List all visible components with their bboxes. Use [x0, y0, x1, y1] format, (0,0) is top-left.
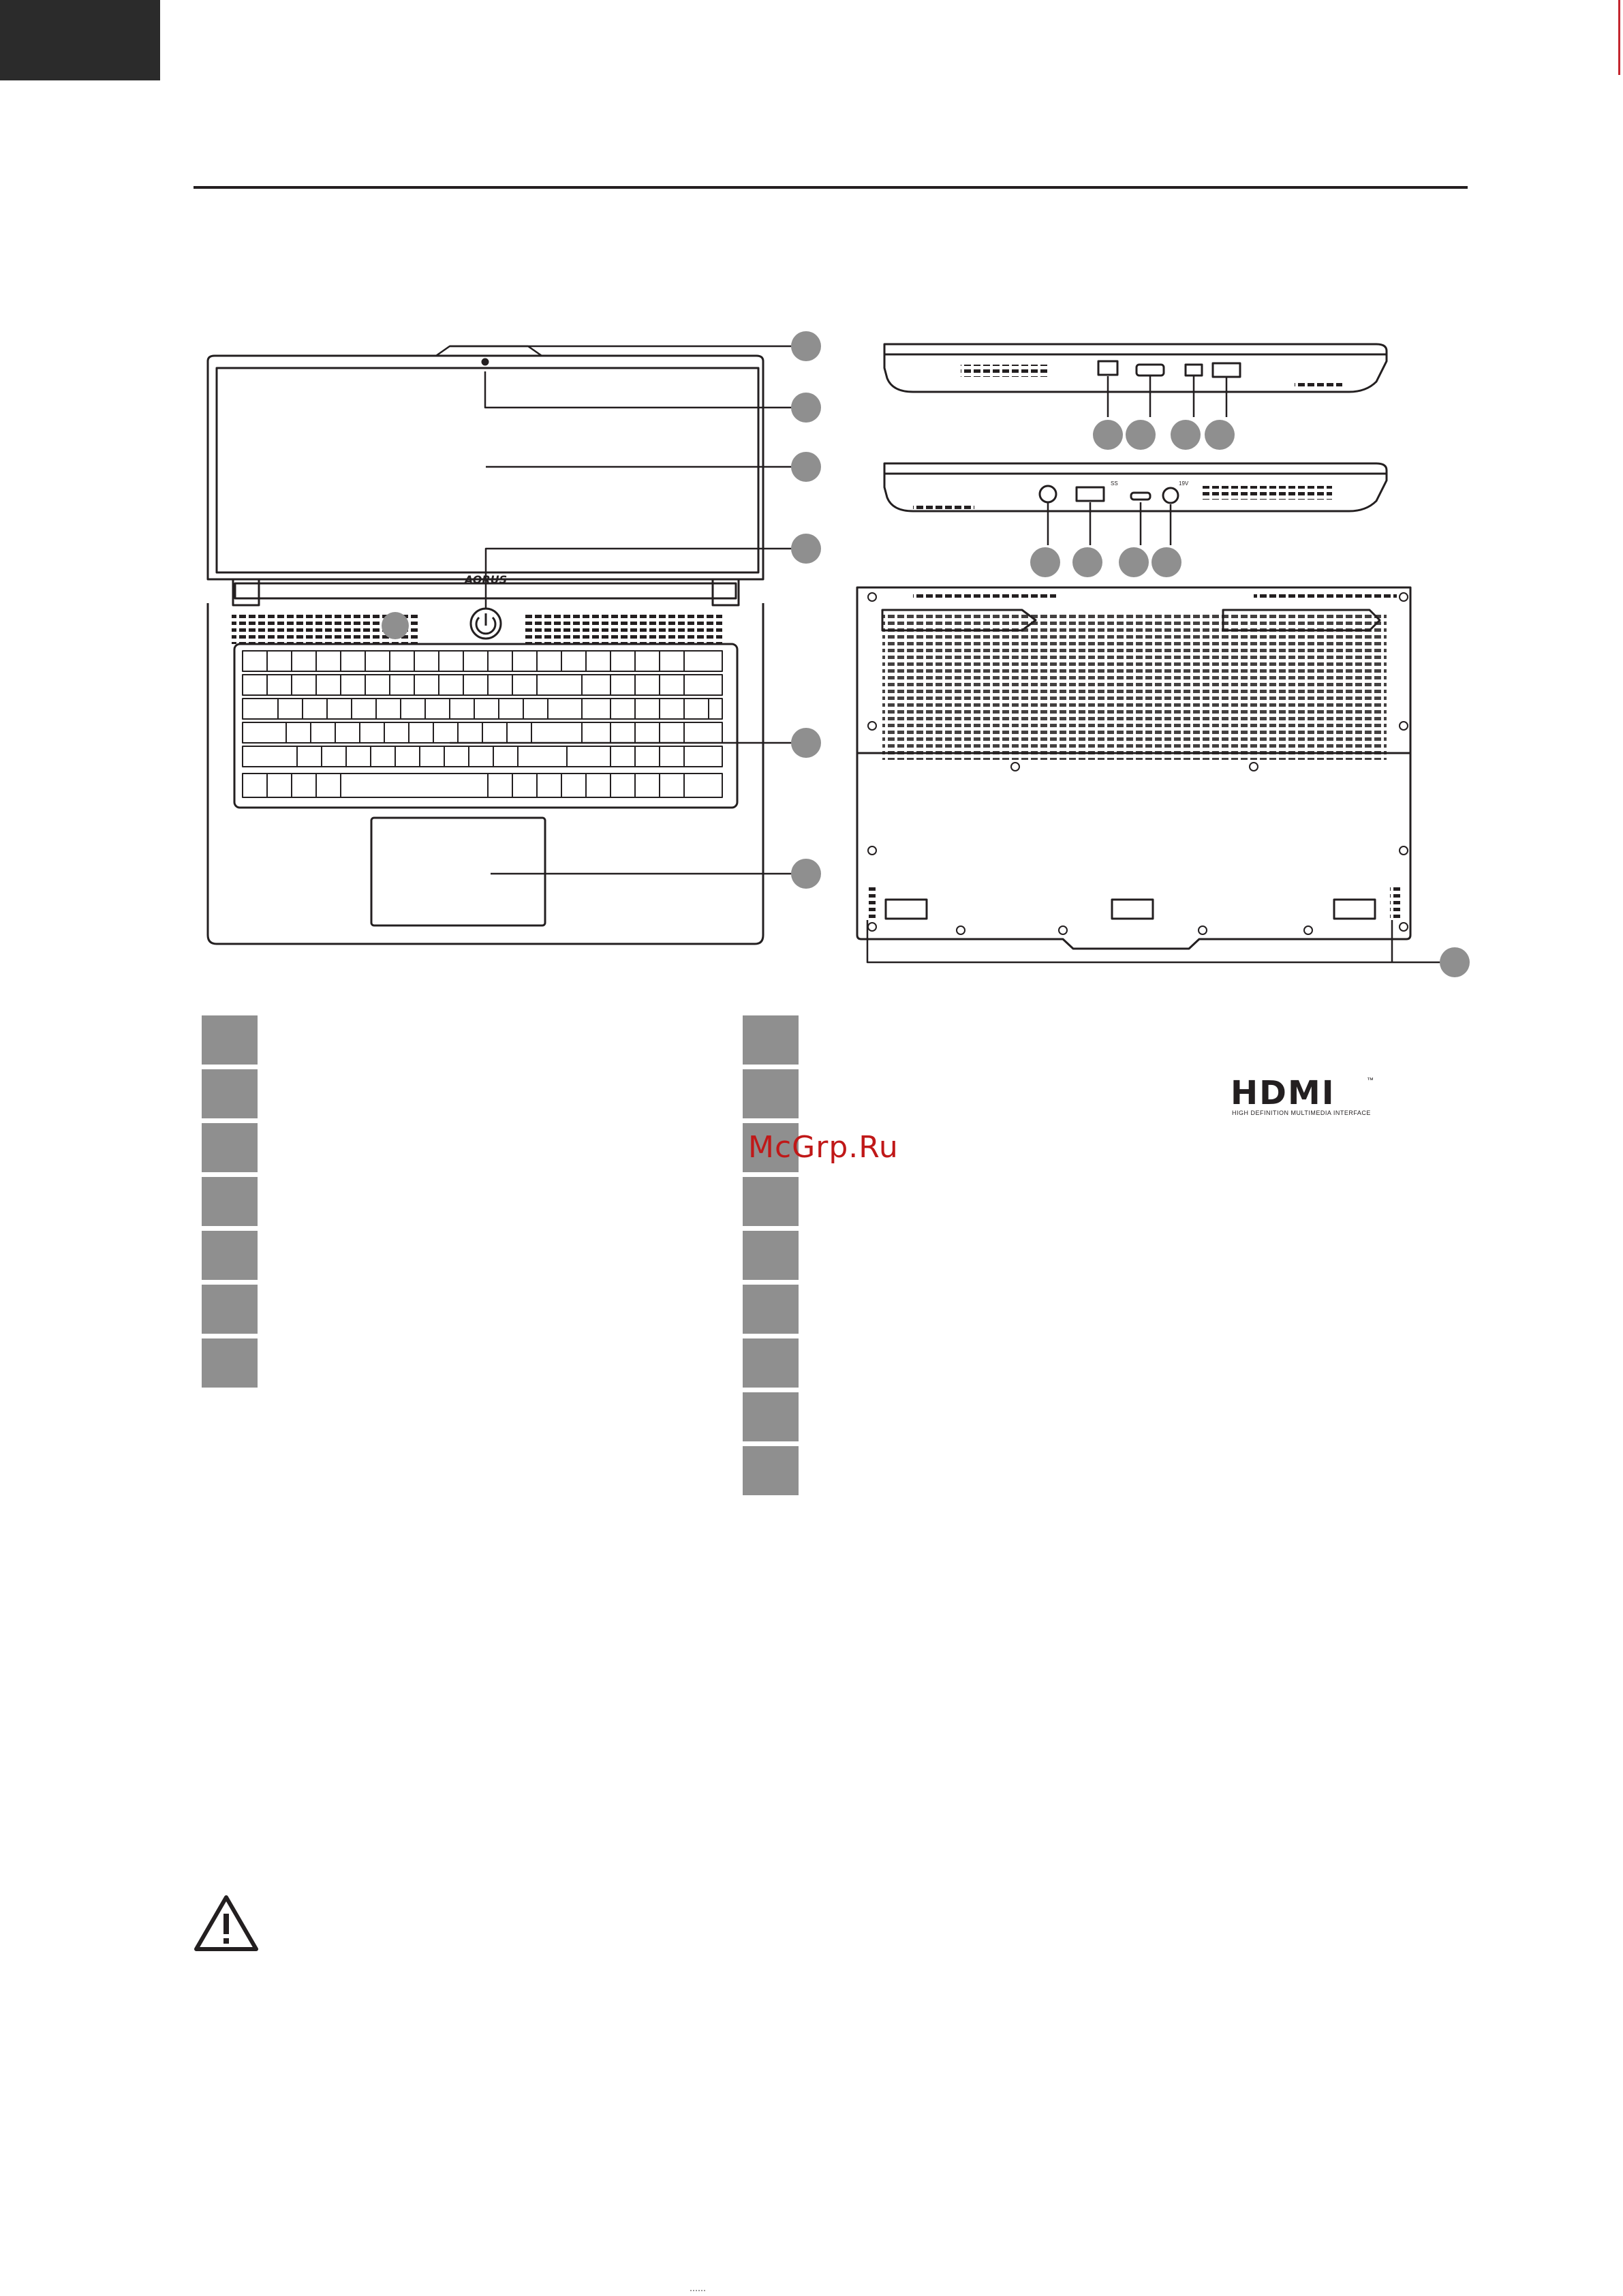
dc-in-jack — [1163, 488, 1178, 503]
legend-marker-left-5 — [202, 1231, 258, 1280]
display-screen — [217, 368, 758, 572]
hdmi-logo-tm: ™ — [1367, 1077, 1374, 1084]
legend-marker-left-4 — [202, 1177, 258, 1226]
hdmi-logo — [1231, 1074, 1380, 1118]
legend-marker-left-7 — [202, 1338, 258, 1388]
watermark-text: McGrp.Ru — [748, 1130, 899, 1165]
hdmi-logo-word: HDMI — [1231, 1074, 1335, 1112]
usb-c-port — [1131, 493, 1150, 500]
legend-marker-right-1 — [743, 1015, 799, 1065]
lan-port — [1098, 361, 1117, 375]
legend-marker-right-5 — [743, 1231, 799, 1280]
legend-marker-right-9 — [743, 1446, 799, 1495]
svg-text:19V: 19V — [1179, 480, 1189, 487]
bottom-vent-grid — [882, 613, 1387, 760]
warning-triangle-icon — [194, 1893, 259, 1953]
left-side-callouts — [1108, 376, 1226, 417]
speaker-grille-right — [525, 613, 722, 644]
legend-marker-right-7 — [743, 1338, 799, 1388]
laptop-top-view — [208, 356, 763, 944]
touchpad — [371, 818, 545, 925]
svg-text:SS: SS — [1111, 480, 1118, 487]
legend-marker-left-2 — [202, 1069, 258, 1118]
legend-marker-right-2 — [743, 1069, 799, 1118]
legend-marker-left-3 — [202, 1123, 258, 1172]
legend-marker-left-6 — [202, 1285, 258, 1334]
mini-dp-port — [1186, 365, 1202, 376]
legend-marker-right-6 — [743, 1285, 799, 1334]
top-view-callout-dots — [382, 331, 821, 889]
keyboard-keys — [243, 651, 722, 797]
audio-jack — [1040, 486, 1056, 502]
laptop-right-side-view — [884, 463, 1387, 511]
legend-marker-right-4 — [743, 1177, 799, 1226]
legend-marker-right-8 — [743, 1392, 799, 1441]
usb-port-right — [1077, 487, 1104, 501]
brand-logo-text: AORUS — [464, 573, 508, 586]
legend-marker-left-1 — [202, 1015, 258, 1065]
hdmi-port — [1137, 365, 1164, 376]
usb-port-left — [1213, 363, 1240, 377]
laptop-bottom-view — [857, 587, 1410, 949]
laptop-left-side-view — [884, 344, 1387, 392]
keyboard — [234, 644, 737, 808]
hdmi-logo-tagline: HIGH DEFINITION MULTIMEDIA INTERFACE — [1232, 1109, 1371, 1116]
page-foot-mark — [690, 2290, 705, 2295]
webcam — [482, 359, 488, 365]
